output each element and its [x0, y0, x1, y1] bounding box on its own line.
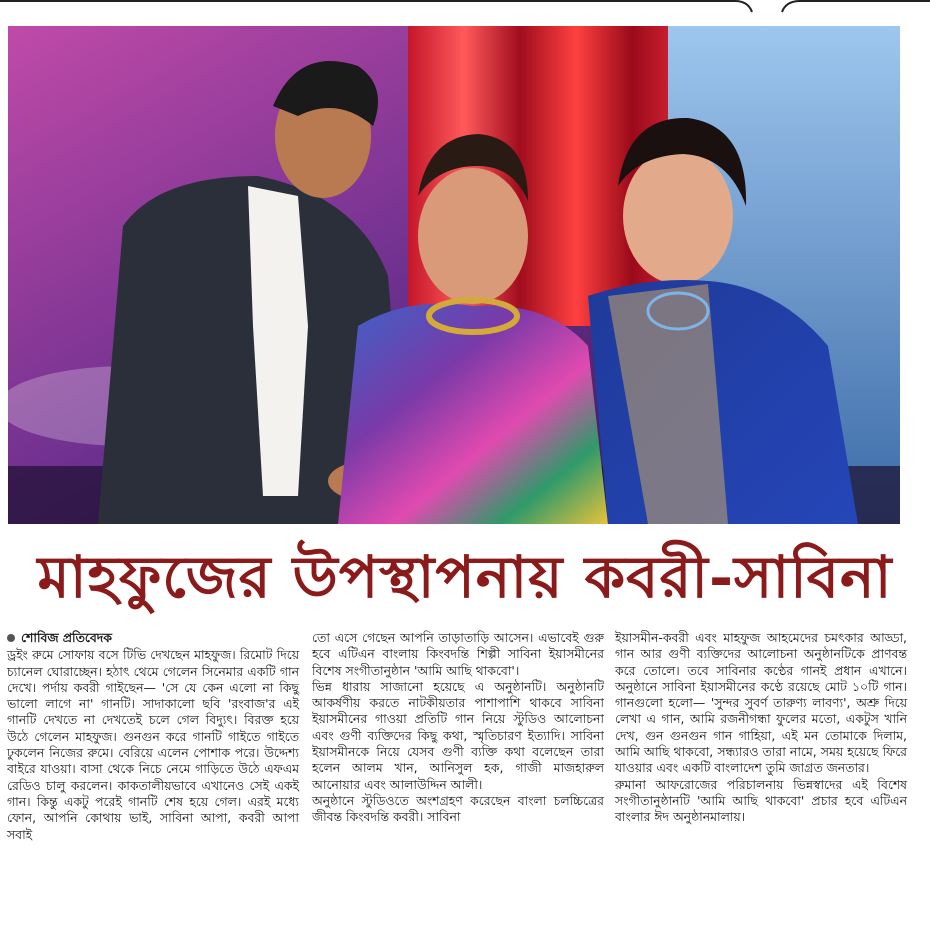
paragraph: অনুষ্ঠানে স্টুডিওতে অংশগ্রহণ করেছেন বাংলা চলচ্চিত্রের জীবন্ত কিংবদন্তি কবরী। সাবিনা: [312, 792, 604, 825]
article-column-3: [615, 630, 907, 826]
bullet-icon: [7, 634, 15, 642]
paragraph: রুমানা আফরোজের পরিচালনায় ভিন্নস্বাদের এই বিশেষ সংগীতানুষ্ঠানটি 'আমি আছি থাকবো' প্রচার হবে এটিএন বাংলার ঈদ অনুষ্ঠানমালায়।: [615, 776, 907, 825]
top-frame-rule: [0, 0, 930, 14]
byline-text: শোবিজ প্রতিবেদক: [21, 630, 112, 645]
article-column-1: [7, 630, 299, 843]
article-column-2: [312, 630, 604, 826]
paragraph: ইয়াসমীন-কবরী এবং মাহফুজ আহমেদের চমৎকার আড্ডা, গান আর গুণী ব্যক্তিদের আলোচনা অনুষ্ঠানটিকে প্রাণবন্ত করে তোলে। তবে সাবিনার কণ্ঠের গানই প্রধান এখানে। অনুষ্ঠানে সাবিনা ইয়াসমীনের কণ্ঠে রয়েছে মোট ১০টি গান। গানগুলো হলো— 'সুন্দর সুবর্ণ তারুণ্য লাবণ্য', অশ্রু দিয়ে লেখা এ গান, আমি রজনীগন্ধা ফুলের মতো, একটুস খানি দেখ, গুন গুনগুন গান গাহিয়া, এই মন তোমাকে দিলাম, আমি আছি থাকবো, সন্ধ্যারও তারা নামে, সময় হয়েছে ফিরে যাওয়ার এবং একটি বাংলাদেশ তুমি জাগ্রত জনতার।: [615, 630, 907, 776]
article-headline: মাহফুজের উপস্থাপনায় কবরী-সাবিনা: [37, 543, 893, 611]
feature-photo: [8, 26, 900, 524]
paragraph: ড্রইং রুমে সোফায় বসে টিভি দেখছেন মাহফুজ। রিমোট দিয়ে চ্যানেল ঘোরাচ্ছেন। হঠাৎ থেমে গেলেন সিনেমার একটি গান দেখে। পর্দায় কবরী গাইছেন— 'সে যে কেন এলো না কিছু ভালো লাগে না' গানটি। সাদাকালো ছবি 'রংবাজ'র এই গানটি দেখতে না দেখতেই চলে গেল বিদ্যুৎ। বিরক্ত হয়ে উঠে গেলেন মাহফুজ। গুনগুন করে গানটি গাইতে গাইতে ঢুকলেন নিজের রুমে। বেরিয়ে এলেন পোশাক পরে। উদ্দেশ্য বাইরে যাওয়া। বাসা থেকে নিচে নেমে গাড়িতে উঠে এফএম রেডিও চালু করলেন। কাকতালীয়ভাবে এখানেও সেই একই গান। কিন্তু একটু পরেই গানটি শেষ হয়ে গেল। এরই মধ্যে ফোন, আপনি কোথায় ভাই, সাবিনা আপা, কবরী আপা সবাই: [7, 647, 299, 842]
byline: [7, 630, 299, 646]
paragraph: ভিন্ন ধারায় সাজানো হয়েছে এ অনুষ্ঠানটি। অনুষ্ঠানটি আকর্ষণীয় করতে নাটকীয়তার পাশাপাশি থাকবে সাবিনা ইয়াসমীনের গাওয়া প্রতিটি গান নিয়ে স্টুডিও আলোচনা এবং গুণী ব্যক্তিদের কিছু কথা, স্মৃতিচারণ ইত্যাদি। সাবিনা ইয়াসমীনকে নিয়ে যেসব গুণী ব্যক্তি কথা বলেছেন তারা হলেন আলম খান, আনিসুল হক, গাজী মাজহারুল আনোয়ার এবং আলাউদ্দিন আলী।: [312, 678, 604, 792]
paragraph: তো এসে গেছেন আপনি তাড়াতাড়ি আসেন। এভাবেই গুরু হবে এটিএন বাংলায় কিংবদন্তি শিল্পী সাবিনা ইয়াসমীনের বিশেষ সংগীতানুষ্ঠান 'আমি আছি থাকবো'।: [312, 630, 604, 678]
